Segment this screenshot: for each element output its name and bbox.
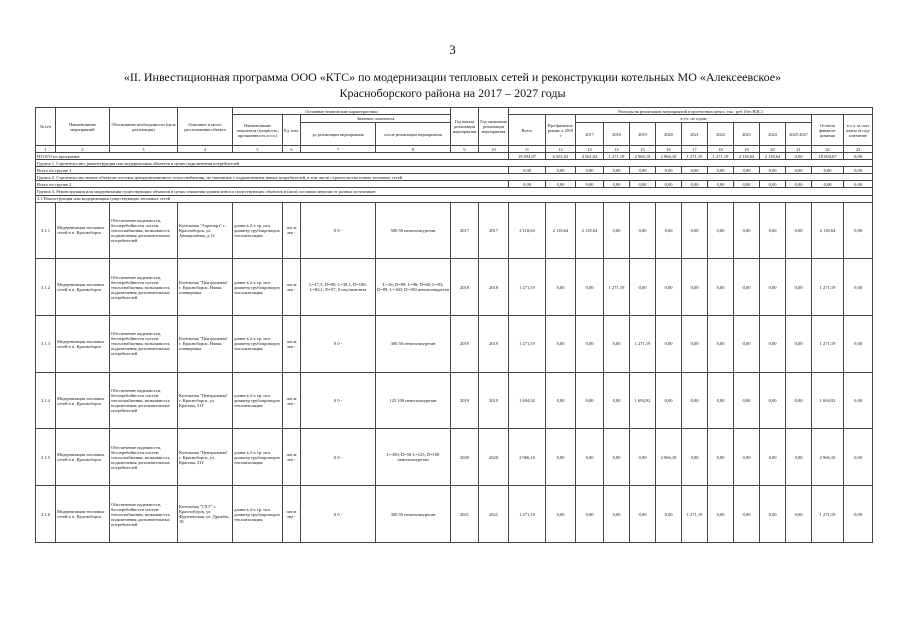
row-value: 0,00 [630,429,656,486]
total-row [36,153,873,160]
group-3-1-row [36,195,873,202]
row-value: 1 271,19 [604,259,630,316]
row-number: 3.1.6 [36,486,56,543]
row-value: 0,00 [630,202,656,259]
header-year-2017: 2017 [576,123,604,146]
summary-value: 18 694,07 [509,153,546,160]
row-name: Модернизация тепловых сетей в п. Красноборск [56,429,110,486]
row-value: 0,00 [844,486,873,543]
summary-value: 0,00 [682,181,708,188]
row-value: 1 271,19 [812,486,844,543]
column-number-cell: 19 [734,146,760,153]
row-value: 0,00 [546,316,576,373]
group-2-total-row [36,181,873,188]
header-basic-characteristics: Основные технические характеристики [233,108,451,115]
row-number: 3.1.5 [36,429,56,486]
row-value: 1 271,19 [509,316,546,373]
table-row [36,316,873,373]
column-number-cell: 2 [56,146,110,153]
header-by-years: в т.ч. по годам [576,115,812,123]
row-name: Модернизация тепловых сетей в п. Красноборск [56,372,110,429]
row-value: 0,00 [844,429,873,486]
row-value: 0,00 [546,372,576,429]
row-before: 0 0 - [301,429,376,486]
row-before: 0 0 - [301,486,376,543]
row-justification: Обеспечение надежности, бесперебойности систем теплоснабжения, возможность подключения дополнительных потребителей [110,372,178,429]
summary-value: 6 561,02 [546,153,576,160]
row-indicator: длина в 2-х тр. исч. диаметр трубопроводов теплоизоляция [233,259,283,316]
row-before: L=17,5; D=89; L=38,1; D=100; L=82,1; D=57; 0 ппу/мин.вата [301,259,376,316]
table-body [36,146,873,543]
summary-value: 2 118,64 [734,153,760,160]
row-value: 0,00 [682,316,708,373]
row-after: L=300; D=50 L=125; D=100 пенополиуретан [376,429,451,486]
row-value: 0,00 [656,372,682,429]
row-indicator: длина в 2-х тр. исч. диаметр трубопроводов теплоизоляция [233,316,283,373]
column-number-cell: 11 [509,146,546,153]
header-total: Всего [509,115,546,146]
column-number-cell: 22 [812,146,844,153]
row-value: 0,00 [786,259,812,316]
header-row-1 [36,108,873,115]
summary-value: 0,00 [844,153,873,160]
row-year-end: 2018 [479,259,509,316]
row-value: 2 966,10 [509,429,546,486]
row-value: 0,00 [604,486,630,543]
row-year-start: 2021 [451,486,479,543]
row-indicator: длина в 2-х тр. исч. диаметр трубопроводов теплоизоляция [233,429,283,486]
row-year-end: 2017 [479,202,509,259]
column-number-row [36,146,873,153]
row-value: 0,00 [734,259,760,316]
header-remaining: Остаток финанси-рования [812,115,844,146]
summary-value: 0,00 [786,167,812,174]
column-number-cell: 18 [708,146,734,153]
row-year-start: 2020 [451,429,479,486]
page-number: 3 [449,42,456,57]
row-indicator: длина в 2-х тр. исч. диаметр трубопроводов теплоизоляция [233,372,283,429]
group-3-row [36,188,873,195]
column-number-cell: 21 [786,146,812,153]
group-2-row [36,174,873,181]
summary-value: 0,00 [682,167,708,174]
row-value: 0,00 [682,202,708,259]
column-number-cell: 6 [283,146,301,153]
header-year-2024: 2024 [760,123,786,146]
row-value: 0,00 [656,259,682,316]
row-unit: пог.м мм - [283,372,301,429]
summary-value: 0,00 [786,153,812,160]
row-before: 0 0 - [301,316,376,373]
row-value: 1 271,19 [509,259,546,316]
row-unit: пог.м мм - [283,429,301,486]
summary-value: 1 271,19 [708,153,734,160]
summary-value: 0,00 [604,181,630,188]
row-value: 0,00 [682,259,708,316]
row-after: 125 100 пенополиуретан [376,372,451,429]
row-value: 0,00 [760,316,786,373]
row-value: 0,00 [656,316,682,373]
row-value: 1 271,19 [812,316,844,373]
column-number-cell: 1 [36,146,56,153]
row-value: 0,00 [760,202,786,259]
header-location: Описание и место расположения объекта [178,108,233,146]
row-value: 1 271,19 [630,316,656,373]
row-year-end: 2019 [479,372,509,429]
column-number-cell: 3 [110,146,178,153]
row-value: 2 966,10 [812,429,844,486]
row-value: 0,00 [760,372,786,429]
row-justification: Обеспечение надежности, бесперебойности систем теплоснабжения, возможность подключения дополнительных потребителей [110,486,178,543]
row-value: 0,00 [604,372,630,429]
row-indicator: длина в 2-х тр. исч. диаметр трубопроводов теплоизоляция [233,486,283,543]
summary-value: 0,00 [656,167,682,174]
table-row [36,372,873,429]
row-value: 0,00 [734,202,760,259]
row-number: 3.1.3 [36,316,56,373]
row-justification: Обеспечение надежности, бесперебойности систем теплоснабжения, возможность подключения дополнительных потребителей [110,429,178,486]
summary-value: 0,00 [604,167,630,174]
row-value: 0,00 [786,316,812,373]
document-title-line2: Красноборского района на 2017 – 2027 годы [339,86,566,100]
column-number-cell: 12 [546,146,576,153]
row-value: 2 118,64 [509,202,546,259]
column-number-cell: 16 [656,146,682,153]
summary-value: 0,00 [546,167,576,174]
column-number-cell: 20 [760,146,786,153]
summary-value: 2 966,10 [656,153,682,160]
header-num: № п/п [36,108,56,146]
column-number-cell: 4 [178,146,233,153]
row-value: 0,00 [708,486,734,543]
row-value: 0,00 [844,316,873,373]
header-year-start: Год начала реализации мероприятия [451,108,479,146]
summary-label: Всего по группе 2 [36,181,509,188]
row-year-start: 2017 [451,202,479,259]
header-justification: Обоснование необходимости (цель реализации) [110,108,178,146]
summary-value: 0,00 [812,181,844,188]
summary-value: 4 561,62 [576,153,604,160]
summary-value: 0,00 [546,181,576,188]
header-indicator-value: Значение показателя [301,115,451,123]
row-value: 0,00 [604,316,630,373]
row-value: 0,00 [708,259,734,316]
row-value: 0,00 [760,259,786,316]
row-value: 2 118,64 [812,202,844,259]
summary-value: 0,00 [630,181,656,188]
column-number-cell: 23 [844,146,873,153]
summary-value: 0,00 [734,181,760,188]
group-1-row [36,160,873,167]
column-number-cell: 9 [451,146,479,153]
row-value: 0,00 [708,202,734,259]
row-value: 0,00 [576,259,604,316]
row-value: 0,00 [656,486,682,543]
summary-value: 0,00 [760,167,786,174]
row-year-start: 2019 [451,316,479,373]
row-value: 0,00 [786,372,812,429]
row-indicator: длина в 2-х тр. исч. диаметр трубопроводов теплоизоляция [233,202,283,259]
row-value: 0,00 [682,372,708,429]
row-value: 0,00 [576,372,604,429]
row-value: 0,00 [734,372,760,429]
row-after: 300 50 пенополиуретан [376,316,451,373]
table-row [36,202,873,259]
row-location: Котельная "Центральная" г. Красноборск, Новая планировка [178,316,233,373]
row-value: 0,00 [604,429,630,486]
header-before: до реализации мероприятия [301,123,376,146]
row-value: 0,00 [734,316,760,373]
summary-value: 0,00 [656,181,682,188]
row-value: 0,00 [786,202,812,259]
row-value: 0,00 [760,429,786,486]
row-number: 3.1.1 [36,202,56,259]
row-after: 500 50 пенополиуретан [376,202,451,259]
row-after: L=16; D=89; L=96; D=60; L=83; D=89; L=160; D=100 пенополиуретан [376,259,451,316]
column-number-cell: 14 [604,146,630,153]
row-name: Модернизация тепловых сетей в п. Красноборск [56,316,110,373]
row-value: 0,00 [546,429,576,486]
row-name: Модернизация тепловых сетей в п. Красноборск [56,486,110,543]
row-name: Модернизация тепловых сетей в п. Красноборск [56,259,110,316]
column-number-cell: 13 [576,146,604,153]
row-justification: Обеспечение надежности, бесперебойности систем теплоснабжения, возможность подключения дополнительных потребителей [110,259,178,316]
row-number: 3.1.4 [36,372,56,429]
row-value: 0,00 [656,202,682,259]
row-before: 0 0 - [301,372,376,429]
summary-value: 2 118,64 [760,153,786,160]
summary-value: 0,00 [509,167,546,174]
row-location: Котельная "Центральная" г. Красноборск, ул. Красная, 31Г [178,429,233,486]
summary-value: 1 271,19 [682,153,708,160]
row-location: Котельная "СХТ" г. Красноборск, ул. Фрунзенская, ул. Дружбы, 10 [178,486,233,543]
group-heading: Группа 1. Строительство, реконструкция или модернизация объектов в целях подключения потребителей [36,160,873,167]
row-unit: пог.м мм - [283,316,301,373]
header-indicator-name: Наименование показателя (мощность, протяженность и т.п.) [233,115,283,146]
row-name: Модернизация тепловых сетей в п. Красноборск [56,202,110,259]
row-value: 1 271,19 [812,259,844,316]
summary-value: 0,00 [630,167,656,174]
row-unit: пог.м мм - [283,259,301,316]
row-number: 3.1.2 [36,259,56,316]
table-row [36,429,873,486]
summary-value: 2 966,10 [630,153,656,160]
row-before: 0 0 - [301,202,376,259]
investment-program-table-wrapper [35,107,871,543]
column-number-cell: 10 [479,146,509,153]
summary-value: 0,00 [734,167,760,174]
row-value: 0,00 [682,429,708,486]
group-heading: 3.1 Реконструкция или модернизация существующих тепловых сетей [36,195,873,202]
column-number-cell: 7 [301,146,376,153]
summary-label: ИТОГО по программе [36,153,509,160]
row-value: 0,00 [760,486,786,543]
row-value: 0,00 [576,486,604,543]
row-value: 0,00 [844,202,873,259]
row-value: 0,00 [786,486,812,543]
header-year-end: Год окончания реализации мероприятия [479,108,509,146]
row-value: 2 966,10 [656,429,682,486]
row-location: Котельная "Центральная" г. Красноборск, ул. Красная, 31Г [178,372,233,429]
investment-program-table [35,107,873,543]
row-value: 0,00 [708,372,734,429]
row-year-end: 2021 [479,486,509,543]
group-1-total-row [36,167,873,174]
document-title-line1: «II. Инвестиционная программа ООО «КТС» по модернизации тепловых сетей и реконструкции котельных МО «Алексеевское» [123,70,782,84]
row-year-start: 2019 [451,372,479,429]
row-year-end: 2019 [479,316,509,373]
header-year-2018: 2018 [604,123,630,146]
summary-value: 0,00 [760,181,786,188]
row-value: 1 271,19 [682,486,708,543]
row-year-start: 2018 [451,259,479,316]
row-value: 0,00 [604,202,630,259]
summary-value: 18 694,07 [812,153,844,160]
header-year-2020: 2020 [656,123,682,146]
row-location: Котельная "Аэропорт" г. Красноборск, ул. Авиационная, д.11 [178,202,233,259]
header-year-2019: 2019 [630,123,656,146]
row-value: 0,00 [734,486,760,543]
summary-value: 0,00 [509,181,546,188]
row-value: 0,00 [576,429,604,486]
row-value: 1 271,19 [509,486,546,543]
summary-value: 0,00 [786,181,812,188]
row-value: 2 118,64 [576,202,604,259]
row-value: 0,00 [708,429,734,486]
summary-value: 0,00 [812,167,844,174]
row-unit: пог.м мм - [283,486,301,543]
row-justification: Обеспечение надежности, бесперебойности систем теплоснабжения, возможность подключения дополнительных потребителей [110,316,178,373]
summary-value: 0,00 [708,167,734,174]
header-unit: Ед. изм. [283,115,301,146]
row-value: 0,00 [576,316,604,373]
row-value: 0,00 [844,259,873,316]
row-value: 0,00 [546,259,576,316]
row-value: 0,00 [630,486,656,543]
row-value: 0,00 [708,316,734,373]
header-year-2022: 2022 [708,123,734,146]
table-row [36,259,873,316]
row-value: 2 118,64 [546,202,576,259]
row-value: 1 694,92 [509,372,546,429]
column-number-cell: 5 [233,146,283,153]
row-year-end: 2020 [479,429,509,486]
header-year-2023: 2023 [734,123,760,146]
summary-value: 1 271,19 [604,153,630,160]
header-year-2021: 2021 [682,123,708,146]
summary-value: 0,00 [844,167,873,174]
column-number-cell: 8 [376,146,451,153]
summary-value: 0,00 [708,181,734,188]
group-heading: Группа 3. Реконструкция или модернизация существующих объектов в целях снижения уровня износа существующих объектов и (или) поставки энергии от разных источников [36,188,873,195]
header-after: после реализации мероприятия [376,123,451,146]
header-incl-fee: в т.ч. за счет платы за под-ключение [844,115,873,146]
row-value: 0,00 [786,429,812,486]
row-value: 0,00 [630,259,656,316]
row-justification: Обеспечение надежности, бесперебойности систем теплоснабжения, возможность подключения дополнительных потребителей [110,202,178,259]
row-value: 1 694,92 [812,372,844,429]
header-expenses: Расходы на реализацию мероприятий в прогнозных ценах, тыс. руб. (без НДС) [509,108,873,115]
column-number-cell: 15 [630,146,656,153]
row-value: 0,00 [546,486,576,543]
row-value: 0,00 [844,372,873,429]
header-year-2025-2027: 2025-2027 [786,123,812,146]
header-name: Наименование мероприятий [56,108,110,146]
summary-label: Всего по группе 1 [36,167,509,174]
header-financed: Про-финанси-ровано к 2018 г [546,115,576,146]
summary-value: 0,00 [576,167,604,174]
row-value: 0,00 [734,429,760,486]
summary-value: 0,00 [576,181,604,188]
table-row [36,486,873,543]
row-unit: пог.м мм - [283,202,301,259]
group-heading: Группа 2. Строительство новых объектов системы централизованного теплоснабжения, не связанных с подключением новых потребителей, в том числе строительство новых тепловых сетей [36,174,873,181]
row-location: Котельная "Центральная" г. Красноборск, Новая планировка [178,259,233,316]
summary-value: 0,00 [844,181,873,188]
column-number-cell: 17 [682,146,708,153]
row-value: 1 694,92 [630,372,656,429]
row-after: 300 50 пенополиуретан [376,486,451,543]
